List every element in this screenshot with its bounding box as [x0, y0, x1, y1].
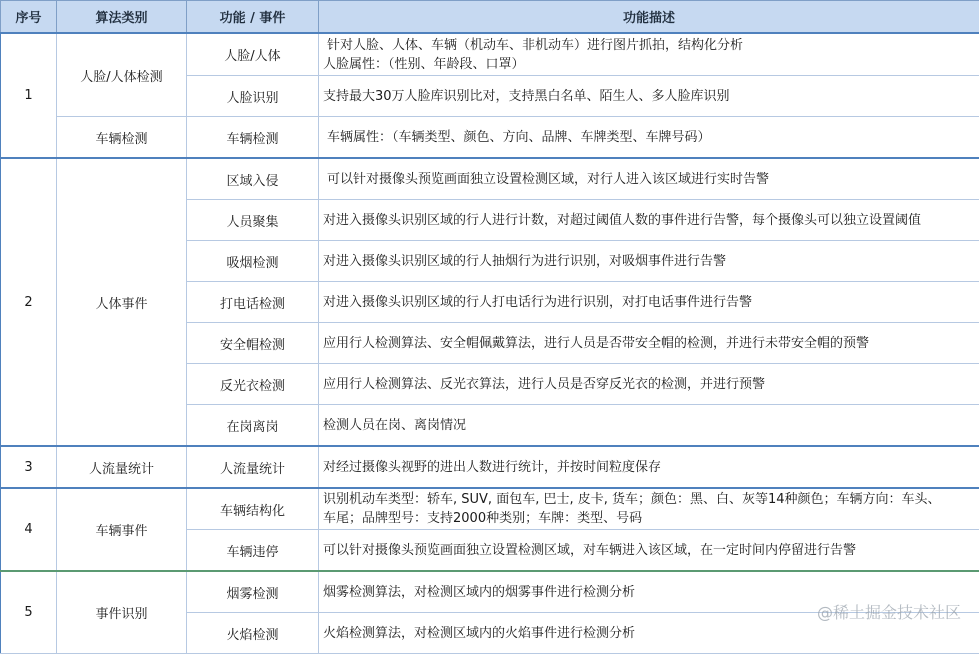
header-function: 功能 / 事件 [187, 1, 319, 34]
category-people-flow: 人流量统计 [57, 446, 187, 488]
description-cell [319, 33, 979, 76]
description-line: 车尾；品牌型号：支持2000种类别；车牌：类型、号码 [323, 509, 976, 528]
function-cell: 吸烟检测 [187, 241, 319, 282]
table-header-row [1, 1, 979, 34]
function-cell: 打电话检测 [187, 282, 319, 323]
row-index-3: 3 [1, 446, 57, 488]
row-index-4: 4 [1, 488, 57, 571]
description-cell: 对进入摄像头识别区域的行人进行计数，对超过阈值人数的事件进行告警，每个摄像头可以独立设置阈值 [319, 200, 979, 241]
description-cell: 对进入摄像头识别区域的行人抽烟行为进行识别，对吸烟事件进行告警 [319, 241, 979, 282]
function-cell: 在岗离岗 [187, 405, 319, 447]
description-line: 人脸属性：（性别、年龄段、口罩） [323, 55, 976, 74]
function-cell: 人脸/人体 [187, 33, 319, 76]
function-cell: 人脸识别 [187, 76, 319, 117]
description-cell: 烟雾检测算法，对检测区域内的烟雾事件进行检测分析 [319, 571, 979, 613]
row-index-5: 5 [1, 571, 57, 654]
function-cell: 安全帽检测 [187, 323, 319, 364]
table-row [1, 158, 979, 200]
row-index-2: 2 [1, 158, 57, 446]
function-cell: 人员聚集 [187, 200, 319, 241]
function-cell: 车辆结构化 [187, 488, 319, 530]
description-cell: 对经过摄像头视野的进出人数进行统计，并按时间粒度保存 [319, 446, 979, 488]
function-cell: 车辆违停 [187, 530, 319, 572]
function-cell: 区域入侵 [187, 158, 319, 200]
row-index-1: 1 [1, 33, 57, 158]
category-face-body: 人脸/人体检测 [57, 33, 187, 117]
watermark: @稀土掘金技术社区 [817, 600, 961, 623]
description-cell: 应用行人检测算法、反光衣算法，进行人员是否穿反光衣的检测，并进行预警 [319, 364, 979, 405]
function-cell: 反光衣检测 [187, 364, 319, 405]
description-cell: 火焰检测算法，对检测区域内的火焰事件进行检测分析 [319, 613, 979, 654]
description-cell: 可以针对摄像头预览画面独立设置检测区域，对行人进入该区域进行实时告警 [319, 158, 979, 200]
function-cell: 车辆检测 [187, 117, 319, 159]
table-row [1, 117, 979, 159]
description-cell [319, 488, 979, 530]
header-category: 算法类别 [57, 1, 187, 34]
description-cell: 可以针对摄像头预览画面独立设置检测区域，对车辆进入该区域，在一定时间内停留进行告警 [319, 530, 979, 572]
function-cell: 人流量统计 [187, 446, 319, 488]
description-cell: 应用行人检测算法、安全帽佩戴算法，进行人员是否带安全帽的检测，并进行未带安全帽的预警 [319, 323, 979, 364]
table-row [1, 33, 979, 76]
category-vehicle-event: 车辆事件 [57, 488, 187, 571]
description-cell: 检测人员在岗、离岗情况 [319, 405, 979, 447]
description-cell: 支持最大30万人脸库识别比对，支持黑白名单、陌生人、多人脸库识别 [319, 76, 979, 117]
category-event-recognition: 事件识别 [57, 571, 187, 654]
description-line: 识别机动车类型：轿车, SUV, 面包车, 巴士, 皮卡, 货车；颜色：黑、白、灰等14种颜色；车辆方向：车头、 [323, 490, 976, 509]
table-row [1, 488, 979, 530]
description-cell: 对进入摄像头识别区域的行人打电话行为进行识别，对打电话事件进行告警 [319, 282, 979, 323]
header-description: 功能描述 [319, 1, 979, 34]
category-vehicle-detect: 车辆检测 [57, 117, 187, 159]
table-row [1, 446, 979, 488]
function-cell: 火焰检测 [187, 613, 319, 654]
description-line: 针对人脸、人体、车辆（机动车、非机动车）进行图片抓拍，结构化分析 [323, 36, 976, 55]
description-cell: 车辆属性：（车辆类型、颜色、方向、品牌、车牌类型、车牌号码） [319, 117, 979, 159]
function-cell: 烟雾检测 [187, 571, 319, 613]
category-body-event: 人体事件 [57, 158, 187, 446]
header-index: 序号 [1, 1, 57, 34]
